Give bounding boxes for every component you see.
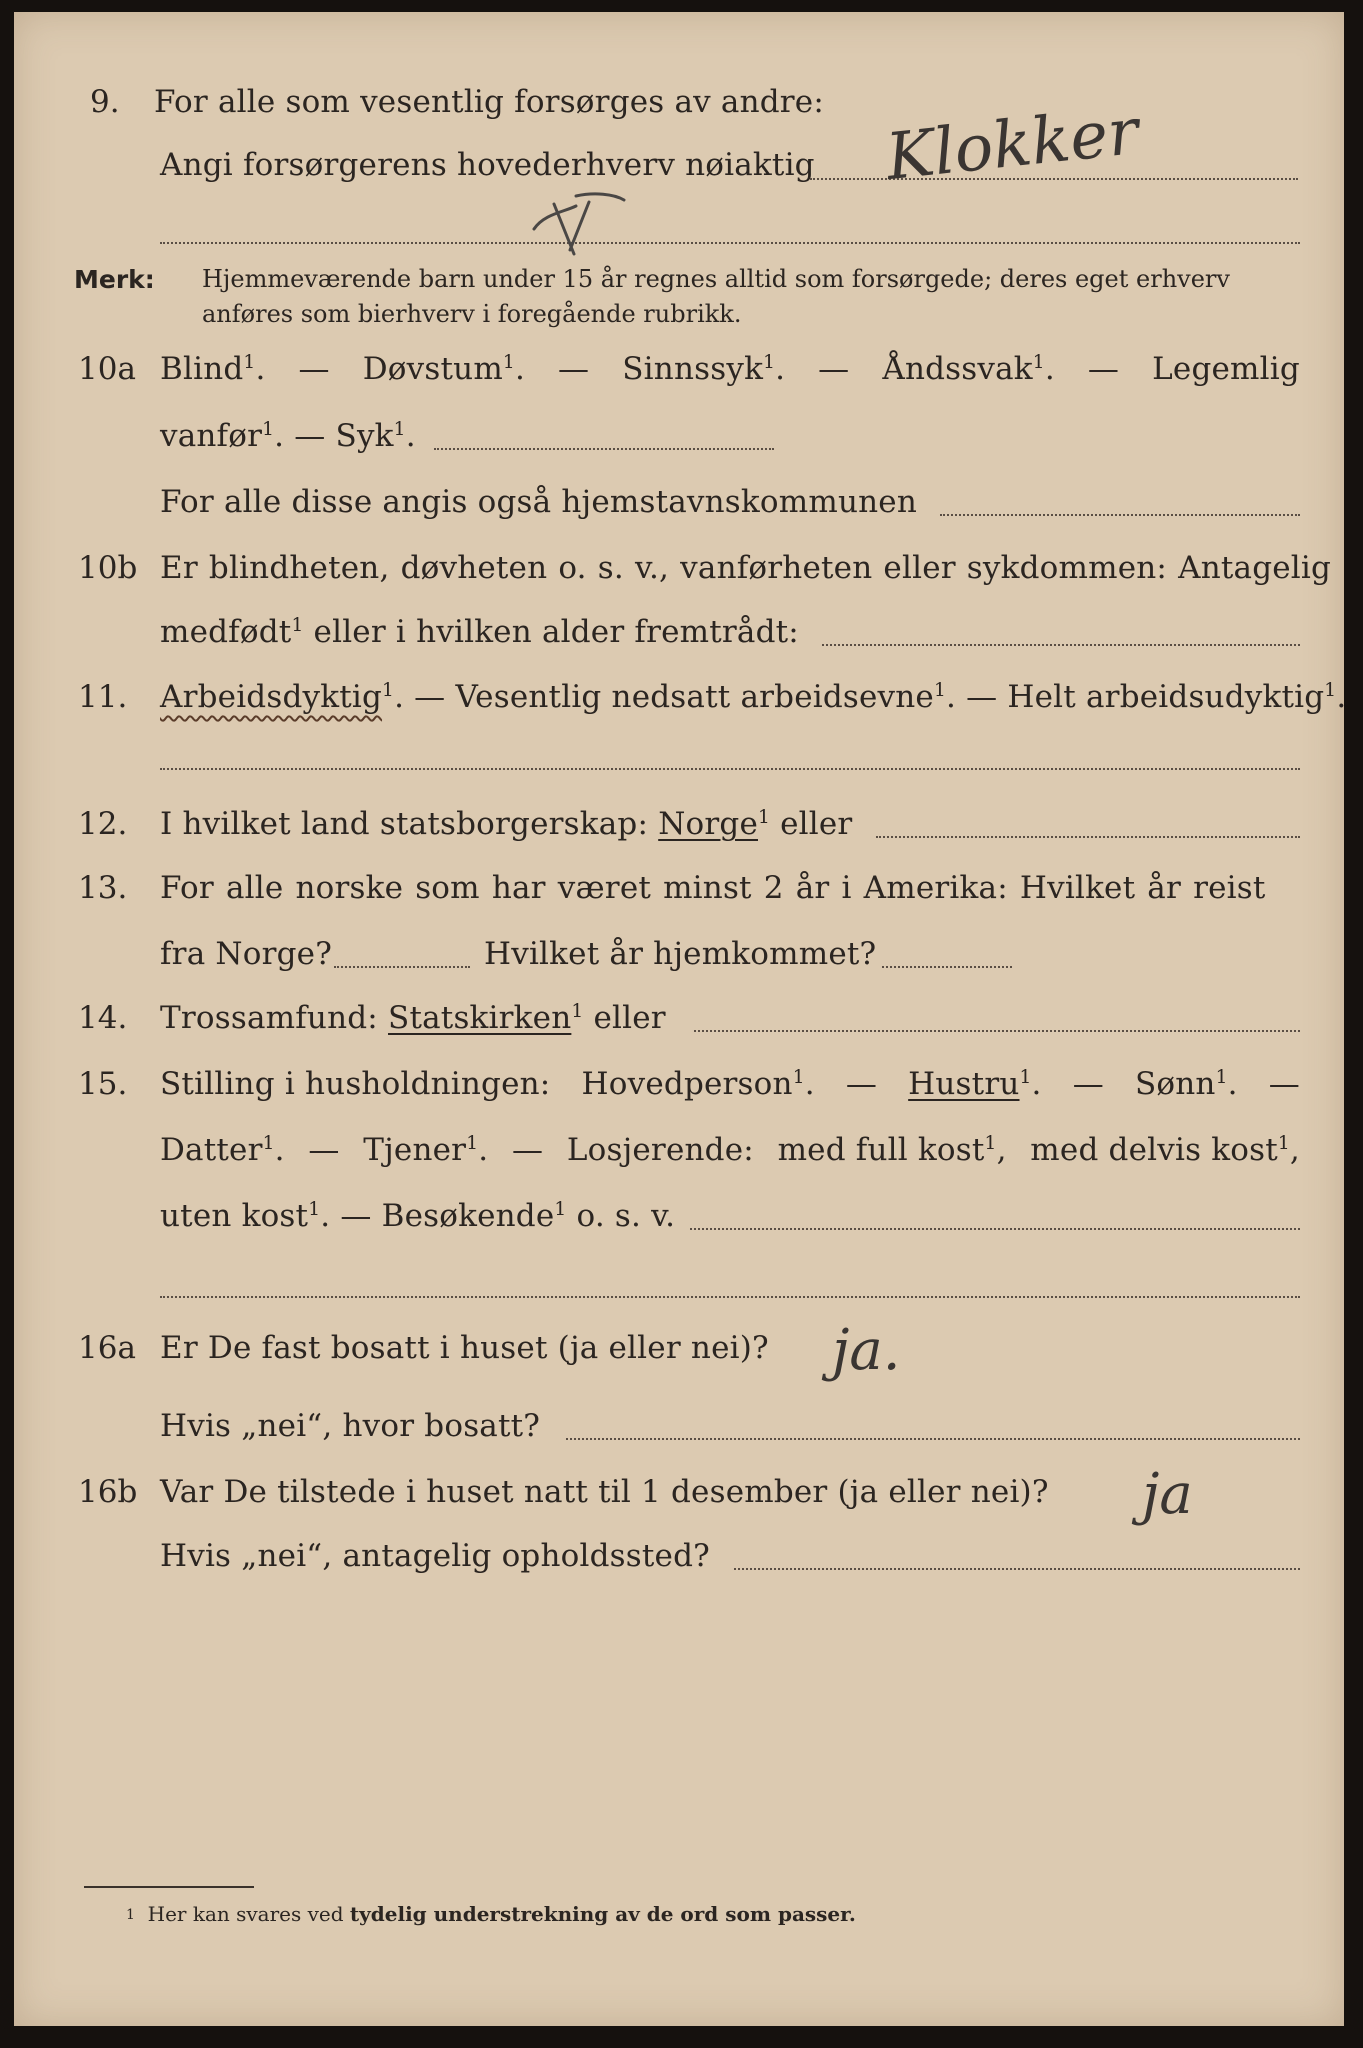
q11-number: 11. — [78, 679, 128, 715]
merk-line1: Hjemmeværende barn under 15 år regnes alltid som forsørgede; deres eget erhverv — [202, 265, 1230, 293]
q11-line: Arbeidsdyktig$^1$. — Vesentlig nedsatt arbeidsevne$^1$. — Helt arbeidsudyktig$^1$. — [160, 679, 1347, 715]
opt-helt-arbeidsudyktig[interactable]: Helt arbeidsudyktig — [1007, 679, 1325, 715]
opt-datter[interactable]: Datter$^1$. — [160, 1132, 285, 1168]
merk-label: Merk: — [74, 265, 155, 294]
opt-andssvak[interactable]: Åndssvak$^1$. — [882, 351, 1055, 387]
q15-line3: uten kost$^1$. — Besøkende$^1$ o. s. v. — [160, 1198, 676, 1234]
q16b-opholdssted-line[interactable] — [734, 1568, 1300, 1570]
q16a-bosatt-line[interactable] — [566, 1438, 1300, 1440]
q16b-handwritten-answer: ja — [1142, 1462, 1193, 1527]
q15-line1: Stilling i husholdningen: Hovedperson$^1$. — Hustru$^1$. — Sønn$^1$. — — [160, 1066, 1300, 1102]
q9-line2: Angi forsørgerens hovederhverv nøiaktig — [160, 147, 815, 183]
q16b-number: 16b — [78, 1474, 138, 1510]
q13-hjemkommet-line[interactable] — [882, 966, 1012, 968]
q13-line2b: Hvilket år hjemkommet? — [484, 936, 877, 972]
opt-hovedperson[interactable]: Hovedperson$^1$. — [581, 1066, 815, 1102]
opt-dovstum[interactable]: Døvstum$^1$. — [362, 351, 526, 387]
q16b-line1: Var De tilstede i huset natt til 1 desember (ja eller nei)? — [160, 1474, 1049, 1510]
q16a-line1: Er De fast bosatt i huset (ja eller nei)? — [160, 1330, 769, 1366]
q13-number: 13. — [78, 870, 128, 906]
q10b-line1: Er blindheten, døvheten o. s. v., vanførheten eller sykdommen: Antagelig — [160, 550, 1332, 586]
opt-delvis-kost[interactable]: med delvis kost$^1$, — [1030, 1132, 1300, 1168]
q10a-number: 10a — [78, 351, 136, 387]
opt-sonn[interactable]: Sønn$^1$. — [1134, 1066, 1238, 1102]
pencil-mark-icon — [514, 184, 634, 264]
q16a-handwritten-answer: ja. — [832, 1318, 901, 1383]
opt-tjener[interactable]: Tjener$^1$. — [363, 1132, 489, 1168]
q13-line1: For alle norske som har været minst 2 år i Amerika: Hvilket år reist — [160, 870, 1266, 906]
opt-statskirken[interactable]: Statskirken — [388, 1000, 572, 1036]
q10b-alder-line[interactable] — [822, 644, 1300, 646]
q12-number: 12. — [78, 806, 128, 842]
opt-norge[interactable]: Norge — [658, 806, 758, 842]
q16b-line2: Hvis „nei“, antagelig opholdssted? — [160, 1538, 710, 1574]
opt-nedsatt-arbeidsevne[interactable]: Vesentlig nedsatt arbeidsevne — [455, 679, 934, 715]
q13-line2a: fra Norge? — [160, 936, 333, 972]
opt-uten-kost[interactable]: uten kost$^1$. — [160, 1198, 331, 1234]
q10a-kommune-line[interactable] — [940, 514, 1300, 516]
q9-number: 9. — [90, 84, 120, 120]
q10a-syk-line[interactable] — [434, 448, 774, 450]
q15-answer-line[interactable] — [690, 1228, 1300, 1230]
q10b-line2: medfødt$^1$ eller i hvilken alder fremtrådt: — [160, 614, 799, 650]
q15-line2: Datter$^1$. — Tjener$^1$. — Losjerende: med full kost$^1$, med delvis kost$^1$, — [160, 1132, 1300, 1168]
opt-medfodt[interactable]: medfødt — [160, 614, 292, 650]
q15-extra-line[interactable] — [160, 1296, 1300, 1298]
opt-legemlig[interactable]: Legemlig — [1152, 351, 1300, 387]
q9-line1: For alle som vesentlig forsørges av andre: — [154, 84, 824, 120]
opt-arbeidsdyktig[interactable]: Arbeidsdyktig — [160, 679, 383, 715]
opt-syk[interactable]: Syk$^1$. — [335, 418, 416, 454]
q11-extra-line[interactable] — [160, 768, 1300, 770]
q16a-line2: Hvis „nei“, hvor bosatt? — [160, 1408, 541, 1444]
q14-line: Trossamfund: Statskirken$^1$ eller — [160, 1000, 666, 1036]
q14-number: 14. — [78, 1000, 128, 1036]
opt-hustru[interactable]: Hustru$^1$. — [908, 1066, 1042, 1102]
q9-extra-line[interactable] — [160, 242, 1300, 244]
footnote: 1 Her kan svares ved tydelig understrekning av de ord som passer. — [126, 1902, 856, 1926]
census-form-page — [14, 12, 1347, 2026]
q12-line: I hvilket land statsborgerskap: Norge$^1$ eller — [160, 806, 853, 842]
q9-handwritten-answer: Klokker — [882, 94, 1143, 196]
footnote-rule — [84, 1886, 254, 1888]
opt-vanfor[interactable]: vanfør$^1$. — [160, 418, 285, 454]
q10a-line2: vanfør$^1$. — Syk$^1$. — [160, 418, 416, 454]
q10a-line3: For alle disse angis også hjemstavnskommunen — [160, 484, 917, 520]
opt-full-kost[interactable]: med full kost$^1$, — [777, 1132, 1007, 1168]
merk-line2: anføres som bierhverv i foregående rubrikk. — [202, 300, 742, 328]
q16a-number: 16a — [78, 1330, 136, 1366]
q10a-line1: Blind$^1$. — Døvstum$^1$. — Sinnssyk$^1$. — Åndssvak$^1$. — Legemlig — [160, 351, 1300, 387]
q15-number: 15. — [78, 1066, 128, 1102]
opt-blind[interactable]: Blind$^1$. — [160, 351, 266, 387]
opt-sinnssyk[interactable]: Sinnssyk$^1$. — [622, 351, 786, 387]
opt-besokende[interactable]: Besøkende$^1$ — [381, 1198, 567, 1234]
q12-answer-line[interactable] — [876, 836, 1300, 838]
q10b-number: 10b — [78, 550, 138, 586]
q9-answer-line[interactable] — [810, 178, 1298, 180]
q13-reist-line[interactable] — [334, 966, 470, 968]
q14-answer-line[interactable] — [694, 1030, 1300, 1032]
